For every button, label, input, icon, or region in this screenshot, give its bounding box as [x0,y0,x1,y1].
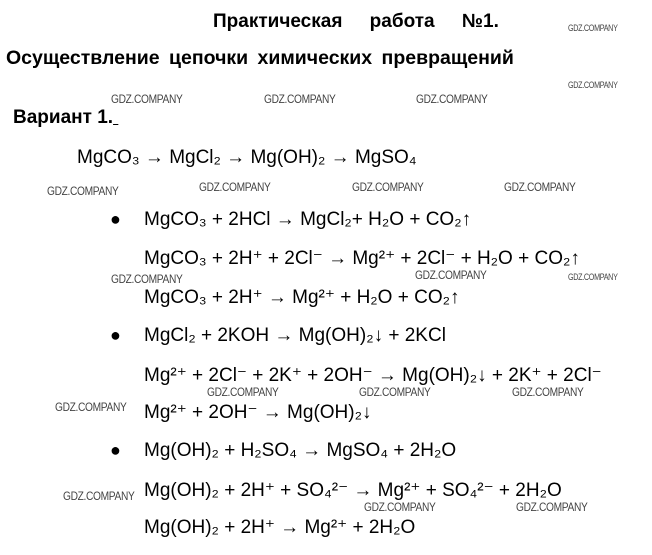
watermark: GDZ.COMPANY [359,385,431,399]
watermark: GDZ.COMPANY [55,400,127,414]
watermark: GDZ.COMPANY [264,92,336,106]
page-subtitle: Осуществление цепочки химических превращений [6,47,514,69]
watermark: GDZ.COMPANY [568,23,618,33]
watermark: GDZ.COMPANY [111,92,183,106]
reaction-chain: MgCO₃ → MgCl₂ → Mg(OH)₂ → MgSO₄ [77,147,417,168]
reaction-1-full-ionic: MgCO₃ + 2H⁺ + 2Cl⁻ → Mg²⁺ + 2Cl⁻ + H₂O + CO₂↑ [144,248,580,269]
reaction-3-full-ionic: Mg(OH)₂ + 2H⁺ + SO₄²⁻ → Mg²⁺ + SO₄²⁻ + 2H₂O [144,480,562,501]
reaction-2-full-ionic: Mg²⁺ + 2Cl⁻ + 2K⁺ + 2OH⁻ → Mg(OH)₂↓ + 2K⁺ + 2Cl⁻ [144,365,602,386]
reaction-1-molecular: MgCO₃ + 2HCl → MgCl₂+ H₂O + CO₂↑ [144,209,472,230]
variant-heading [13,107,118,129]
reaction-2-short-ionic: Mg²⁺ + 2OH⁻ → Mg(OH)₂↓ [144,402,372,423]
watermark: GDZ.COMPANY [364,500,436,514]
watermark: GDZ.COMPANY [416,92,488,106]
watermark: GDZ.COMPANY [568,272,618,282]
bullet-2: ● [110,325,121,345]
watermark: GDZ.COMPANY [516,500,588,514]
watermark: GDZ.COMPANY [47,184,119,198]
watermark: GDZ.COMPANY [504,180,576,194]
reaction-3-short-ionic: Mg(OH)₂ + 2H⁺ → Mg²⁺ + 2H₂O [144,517,416,538]
watermark: GDZ.COMPANY [415,268,487,282]
reaction-2-molecular: MgCl₂ + 2KOH → Mg(OH)₂↓ + 2KCl [144,325,446,346]
bullet-3: ● [110,440,121,460]
watermark: GDZ.COMPANY [207,385,279,399]
watermark: GDZ.COMPANY [568,80,618,90]
reaction-1-short-ionic: MgCO₃ + 2H⁺ → Mg²⁺ + H₂O + CO₂↑ [144,287,460,308]
variant-label: Вариант 1. [13,107,114,128]
watermark: GDZ.COMPANY [199,180,271,194]
reaction-3-molecular: Mg(OH)₂ + H₂SO₄ → MgSO₄ + 2H₂O [144,440,457,461]
watermark: GDZ.COMPANY [111,272,183,286]
watermark: GDZ.COMPANY [352,180,424,194]
page-title: Практическая работа №1. [213,11,499,32]
bullet-1: ● [110,209,121,229]
watermark: GDZ.COMPANY [63,489,135,503]
watermark: GDZ.COMPANY [512,385,584,399]
